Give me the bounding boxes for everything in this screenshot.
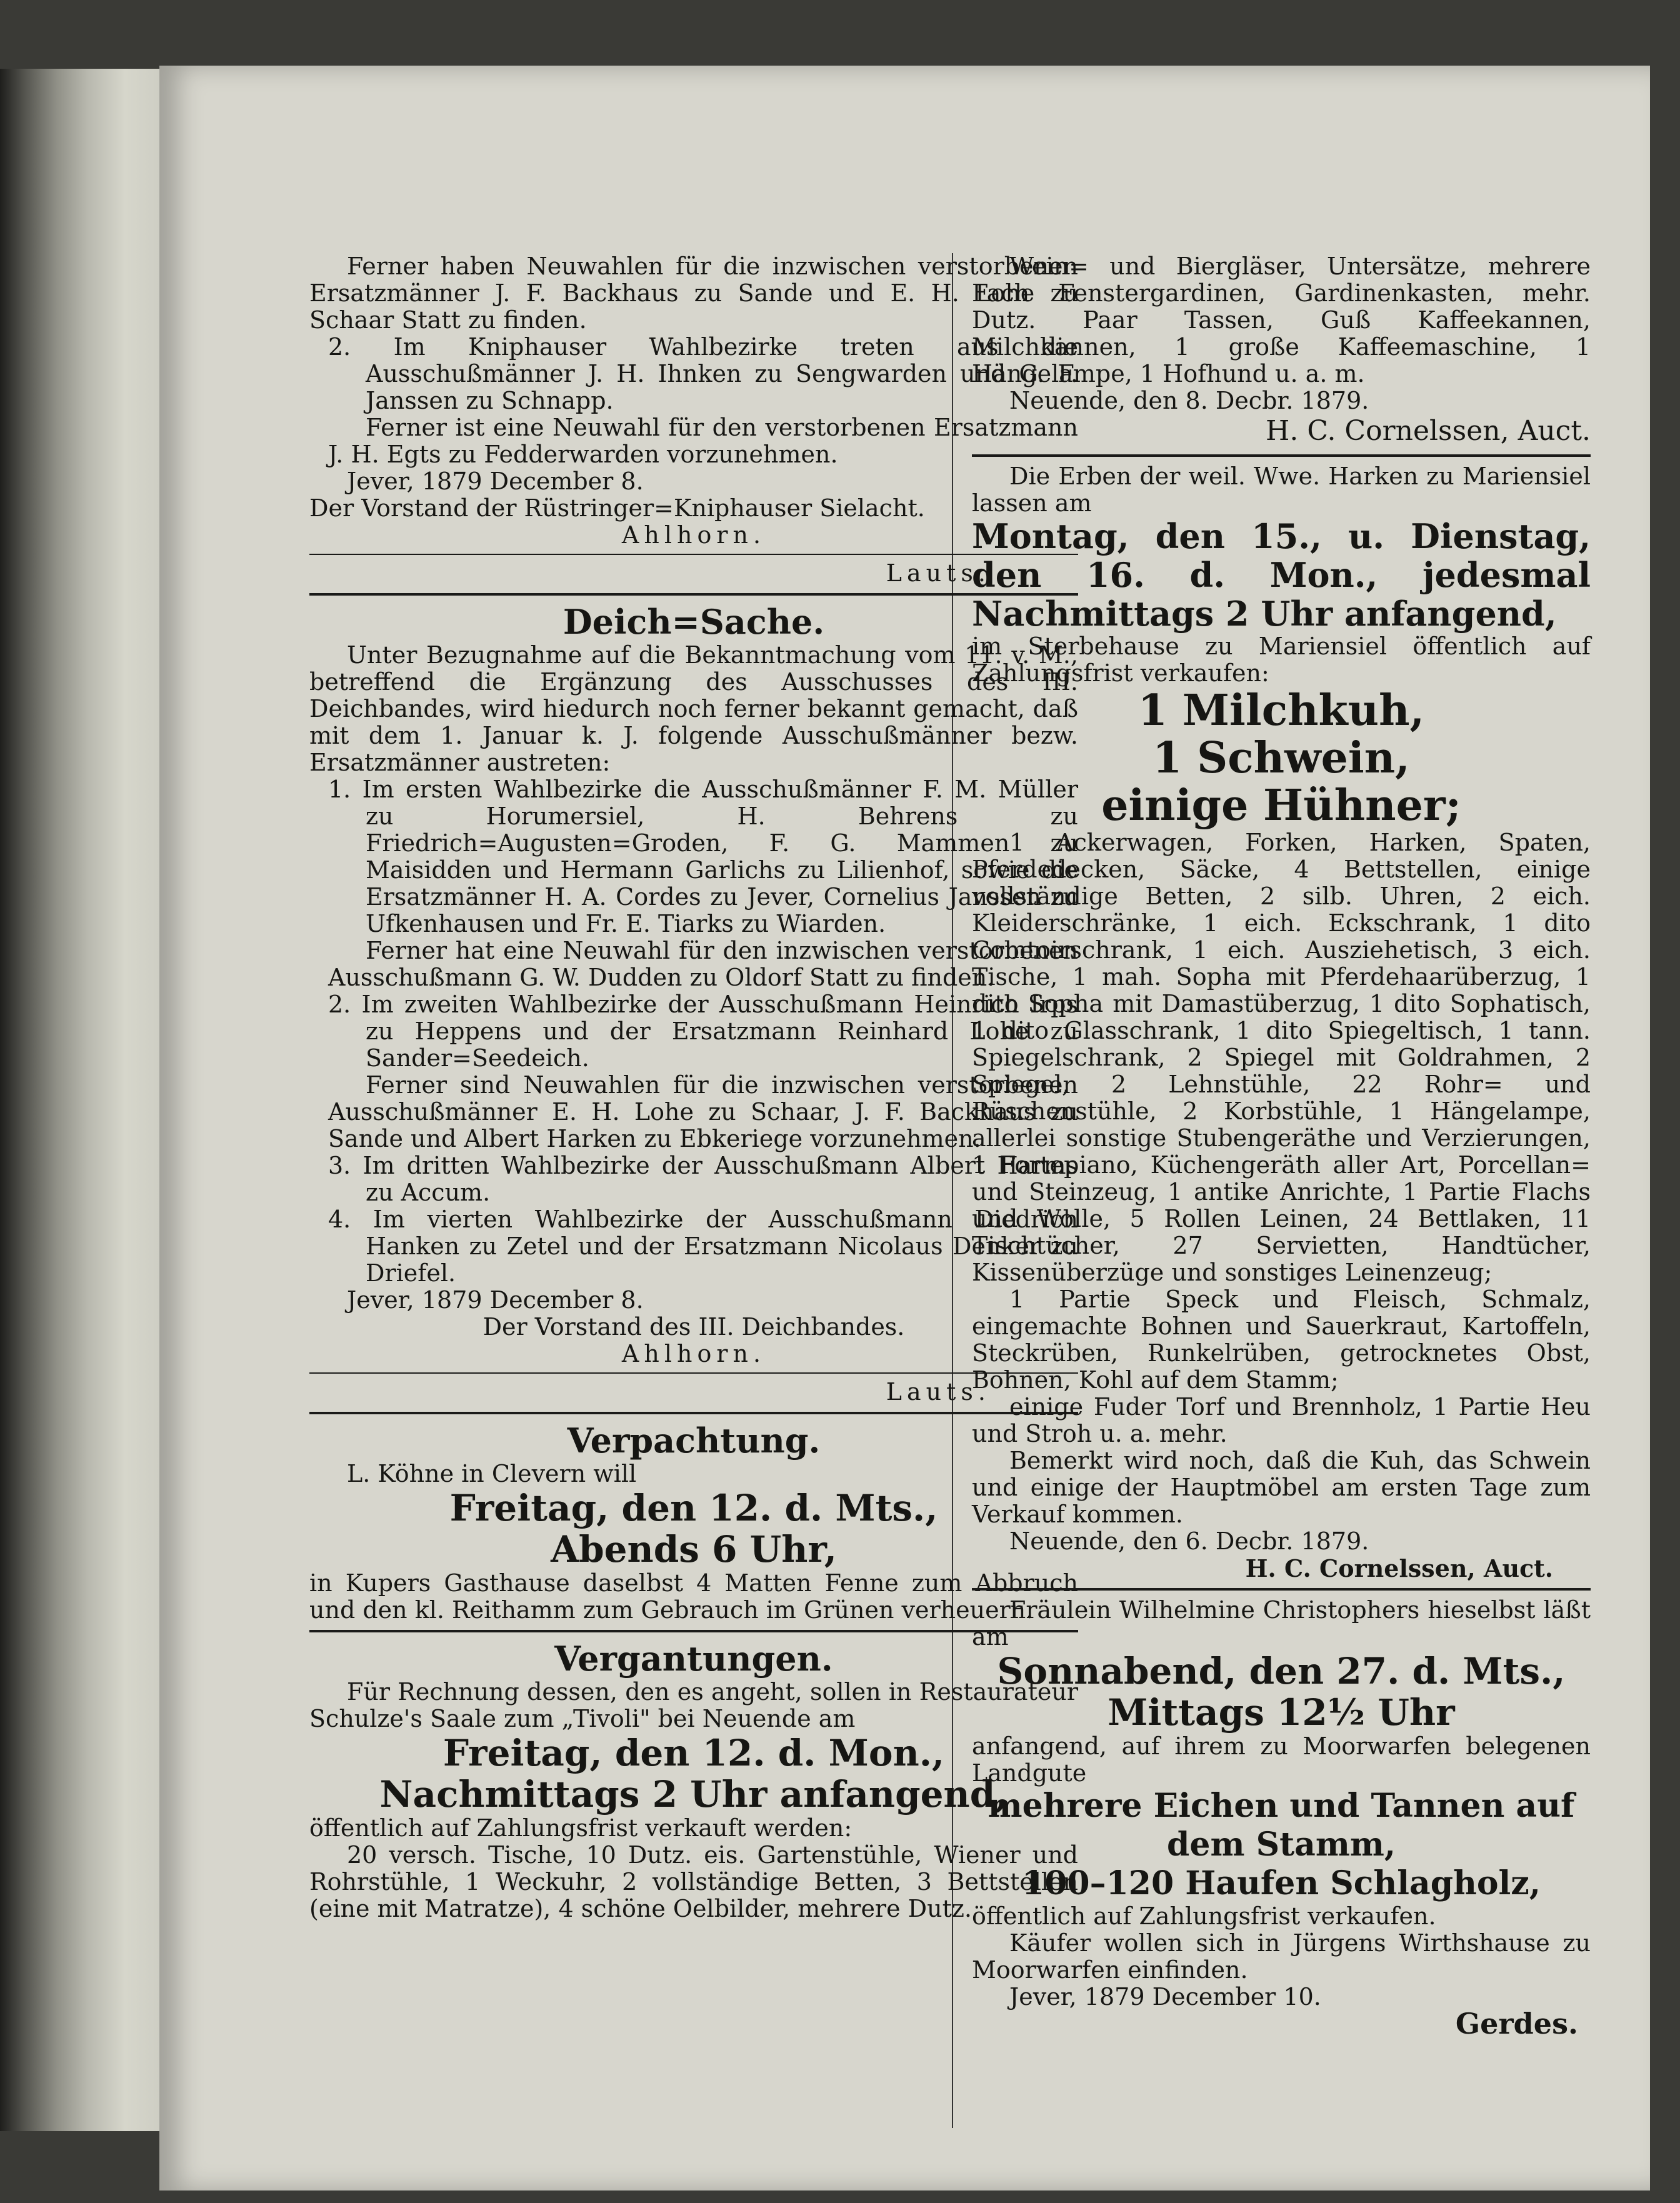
auction-date-2: Neuende, den 6. Decbr. 1879. bbox=[1009, 1527, 1369, 1555]
fraeulein-date: Sonnabend, den 27. d. Mts., bbox=[997, 1650, 1566, 1692]
vergantungen-items: 20 versch. Tische, 10 Dutz. eis. Gartenstühle, Wiener und Rohrstühle, 1 Weckuhr, 2 vollständige Betten, 3 Bettstellen (eine mit Matratze), 4 schöne Oelbilder, mehrere Dutz. bbox=[309, 1841, 1078, 1922]
deich-item-4: 4. Im vierten Wahlbezirke der Ausschußmann Diedrich Hanken zu Zetel und der Ersatzmann Nicolaus Denker zu Driefel. bbox=[328, 1206, 1078, 1287]
continued-items: Wein= und Biergläser, Untersätze, mehrere Fach Fenstergardinen, Gardinenkasten, mehr. Dutz. Paar Tassen, Guß Kaffeekannen, Milchkannen, 1 große Kaffeemaschine, 1 Hängelampe, 1 Hofhund u. a. m. bbox=[972, 252, 1591, 387]
erben-note: Bemerkt wird noch, daß die Kuh, das Schwein und einige der Hauptmöbel am ersten Tage zum Verkauf kommen. bbox=[972, 1447, 1591, 1528]
fraeulein-trees: mehrere Eichen und Tannen auf dem Stamm, bbox=[988, 1787, 1575, 1864]
fraeulein-time: Mittags 12½ Uhr bbox=[1108, 1691, 1455, 1734]
notice-item-2-continued: Ferner ist eine Neuwahl für den verstorbenen Ersatzmann J. H. Egts zu Fedderwarden vorzunehmen. bbox=[328, 414, 1078, 468]
verpachtung-date: Freitag, den 12. d. Mts., bbox=[449, 1487, 938, 1529]
left-column bbox=[309, 253, 1078, 1922]
deich-board: Der Vorstand des III. Deichbandes. bbox=[482, 1313, 905, 1341]
deich-item-1: 1. Im ersten Wahlbezirke die Ausschußmänner F. M. Müller zu Horumersiel, H. Behrens zu Friedrich=Augusten=Groden, F. G. Mammen zu Maisidden und Hermann Garlichs zu Lilienhof, sowie die Ersatzmänner H. A. Cordes zu Jever, Cornelius Janssen zu Ufkenhausen und Fr. E. Tiarks zu Wiarden. bbox=[328, 776, 1078, 937]
huehner: einige Hühner; bbox=[1101, 781, 1461, 831]
vergantungen-text: Für Rechnung dessen, den es angeht, sollen in Restaurateur Schulze's Saale zum „Tivoli" bei Neuende am bbox=[309, 1678, 1078, 1732]
deich-item-1-continued: Ferner hat eine Neuwahl für den inzwischen verstorbenen Ausschußmann G. W. Dudden zu Oldorf Statt zu finden. bbox=[328, 937, 1078, 991]
vergantungen-time: Nachmittags 2 Uhr anfangend, bbox=[379, 1773, 1008, 1816]
right-column bbox=[972, 252, 1591, 2041]
deich-sache-heading: Deich=Sache. bbox=[562, 602, 825, 642]
vergantungen-sale: öffentlich auf Zahlungsfrist verkauft werden: bbox=[309, 1814, 852, 1842]
erben-items-3: einige Fuder Torf und Brennholz, 1 Partie Heu und Stroh u. a. mehr. bbox=[972, 1393, 1591, 1447]
deich-item-3: 3. Im dritten Wahlbezirke der Ausschußmann Albert Harms zu Accum. bbox=[328, 1152, 1078, 1206]
continued-notice-text: Ferner haben Neuwahlen für die inzwischen verstorbenen Ersatzmänner J. F. Backhaus zu Sande und E. H. Lohe zu Schaar Statt zu finden. bbox=[309, 252, 1078, 334]
notice-signature-2: Lauts. bbox=[886, 559, 991, 587]
notice-signature: Ahlhorn. bbox=[621, 521, 766, 549]
fraeulein-intro: Fräulein Wilhelmine Christophers hieselbst läßt am bbox=[972, 1596, 1591, 1651]
auction-date-1: Neuende, den 8. Decbr. 1879. bbox=[1009, 387, 1369, 414]
notice-board: Der Vorstand der Rüstringer=Kniphauser Sielacht. bbox=[309, 494, 925, 522]
fraeulein-buyers: Käufer wollen sich in Jürgens Wirthshause zu Moorwarfen einfinden. bbox=[972, 1929, 1591, 1984]
erben-date: Montag, den 15., u. Dienstag, den 16. d. Mon., jedesmal Nachmittags 2 Uhr anfangend, bbox=[972, 516, 1591, 634]
book-page-edges bbox=[0, 69, 169, 2131]
verpachtung-heading: Verpachtung. bbox=[567, 1421, 821, 1461]
milchkuh: 1 Milchkuh, bbox=[1138, 686, 1425, 736]
fraeulein-wood: 100–120 Haufen Schlagholz, bbox=[1022, 1864, 1541, 1902]
deich-intro: Unter Bezugnahme auf die Bekanntmachung vom 11. v. M., betreffend die Ergänzung des Ausschusses des III. Deichbandes, wird hiedurch noch ferner bekannt gemacht, daß mit dem 1. Januar k. J. folgende Ausschußmänner bezw. Ersatzmänner austreten: bbox=[309, 641, 1078, 776]
verpachtung-intro: L. Köhne in Clevern will bbox=[347, 1460, 637, 1487]
notice-item-2: 2. Im Kniphauser Wahlbezirke treten aus die Ausschußmänner J. H. Ihnken zu Sengwarden und G. F. Janssen zu Schnapp. bbox=[328, 333, 1078, 414]
auctioneer-signature-1: H. C. Cornelssen, Auct. bbox=[1266, 415, 1591, 447]
schwein: 1 Schwein, bbox=[1152, 733, 1410, 783]
fraeulein-text: anfangend, auf ihrem zu Moorwarfen belegenen Landgute bbox=[972, 1732, 1591, 1787]
deich-date: Jever, 1879 December 8. bbox=[347, 1286, 644, 1314]
newspaper-page bbox=[159, 66, 1650, 2191]
erben-sale: im Sterbehause zu Mariensiel öffentlich auf Zahlungsfrist verkaufen: bbox=[972, 632, 1591, 687]
deich-item-2-continued: Ferner sind Neuwahlen für die inzwischen verstorbenen Ausschußmänner E. H. Lohe zu Schaar, J. F. Backhaus zu Sande und Albert Harken zu Ebkeriege vorzunehmen. bbox=[328, 1071, 1078, 1152]
notice-date: Jever, 1879 December 8. bbox=[347, 467, 644, 495]
fraeulein-signature: Gerdes. bbox=[1455, 2007, 1578, 2041]
vergantungen-date: Freitag, den 12. d. Mon., bbox=[442, 1732, 945, 1774]
verpachtung-time: Abends 6 Uhr, bbox=[551, 1528, 837, 1571]
deich-signature: Ahlhorn. bbox=[621, 1340, 766, 1367]
deich-item-2: 2. Im zweiten Wahlbezirke der Ausschußmann Heinrich Irps zu Heppens und der Ersatzmann Reinhard Lohe zu Sander=Seedeich. bbox=[328, 991, 1078, 1072]
vergantungen-heading: Vergantungen. bbox=[554, 1639, 833, 1679]
erben-items-2: 1 Partie Speck und Fleisch, Schmalz, eingemachte Bohnen und Sauerkraut, Kartoffeln, Steckrüben, Runkelrüben, getrocknetes Obst, Bohnen, Kohl auf dem Stamm; bbox=[972, 1286, 1591, 1394]
erben-items-1: 1 Ackerwagen, Forken, Harken, Spaten, Pferdedecken, Säcke, 4 Bettstellen, einige vollständige Betten, 2 silb. Uhren, 2 eich. Kleiderschränke, 1 eich. Eckschrank, 1 dito Comtoirschrank, 1 eich. Ausziehetisch, 3 eich. Tische, 1 mah. Sopha mit Pferdehaarüberzug, 1 dito Sopha mit Damastüberzug, 1 dito Sophatisch, 1 dito Glasschrank, 1 dito Spiegeltisch, 1 tann. Spiegelschrank, 2 Spiegel mit Goldrahmen, 2 Spiegel, 2 Lehnstühle, 22 Rohr= und Rüschenstühle, 2 Korbstühle, 1 Hängelampe, allerlei sonstige Stubengeräthe und Verzierungen, 1 Fortepiano, Küchengeräth aller Art, Porcellan= und Steinzeug, 1 antike Anrichte, 1 Partie Flachs und Wolle, 5 Rollen Leinen, 24 Bettlaken, 11 Tischtücher, 27 Servietten, Handtücher, Kissenüberzüge und sonstiges Leinenzeug; bbox=[972, 829, 1591, 1286]
fraeulein-sale: öffentlich auf Zahlungsfrist verkaufen. bbox=[972, 1902, 1436, 1930]
auctioneer-signature-2: H. C. Cornelssen, Auct. bbox=[1245, 1554, 1553, 1582]
deich-signature-2: Lauts. bbox=[886, 1378, 991, 1406]
fraeulein-date-line: Jever, 1879 December 10. bbox=[1009, 1983, 1321, 2011]
erben-intro: Die Erben der weil. Wwe. Harken zu Mariensiel lassen am bbox=[972, 462, 1591, 517]
verpachtung-text: in Kupers Gasthause daselbst 4 Matten Fenne zum Abbruch und den kl. Reithamm zum Gebrauch im Grünen verheuern. bbox=[309, 1569, 1078, 1624]
